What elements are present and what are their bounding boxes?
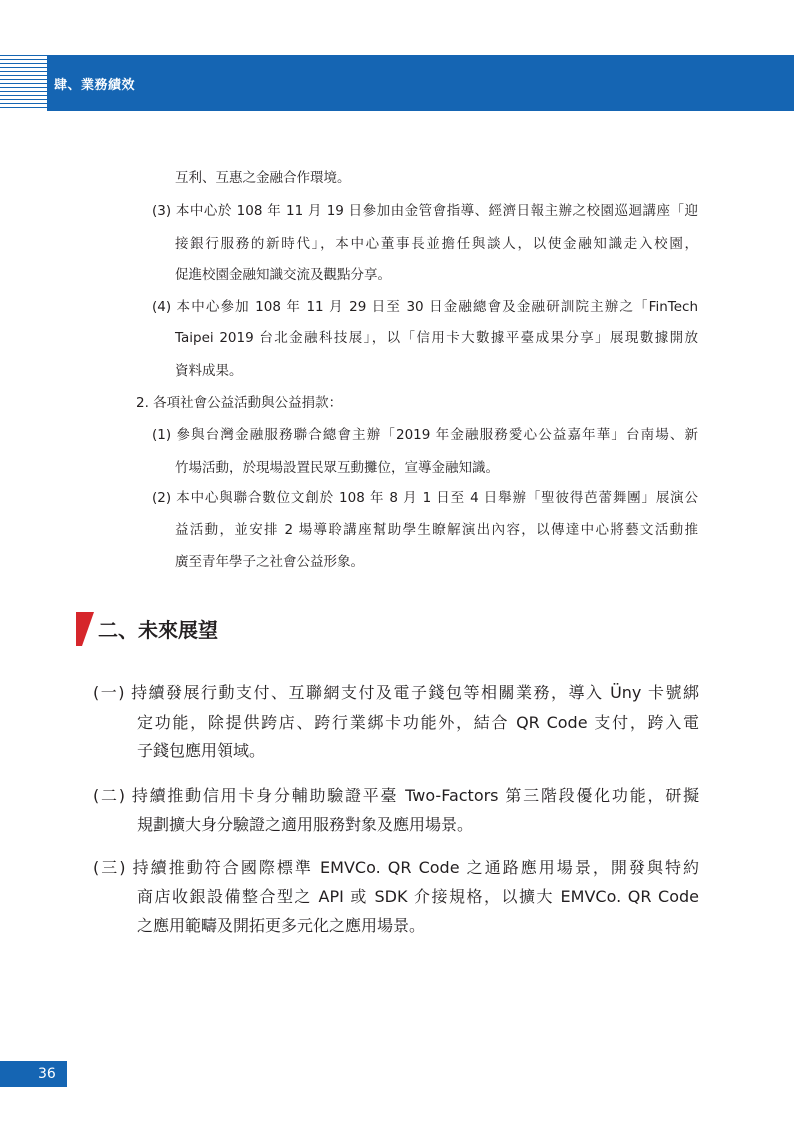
header-bar	[47, 55, 794, 111]
section-marker-icon	[76, 612, 94, 646]
future-line: (一) 持續發展行動支付、互聯網支付及電子錢包等相關業務，導入 Üny 卡號綁	[93, 683, 699, 702]
future-line: 子錢包應用領域。	[137, 741, 266, 760]
body-line: 接銀行服務的新時代」，本中心董事長並擔任與談人，以使金融知識走入校園，	[175, 236, 698, 252]
future-line: 規劃擴大身分驗證之適用服務對象及應用場景。	[137, 815, 474, 834]
page-number-tab	[0, 1061, 67, 1087]
body-line: 互利、互惠之金融合作環境。	[175, 170, 351, 186]
body-line: (1) 參與台灣金融服務聯合總會主辦「2019 年金融服務愛心公益嘉年華」台南場、新	[152, 427, 698, 443]
body-line: 竹場活動，於現場設置民眾互動攤位，宣導金融知識。	[175, 460, 499, 476]
body-line: 廣至青年學子之社會公益形象。	[175, 554, 364, 570]
body-line: 益活動，並安排 2 場導聆講座幫助學生瞭解演出內容，以傳達中心將藝文活動推	[175, 522, 698, 538]
body-line: 資料成果。	[175, 363, 243, 379]
body-line: 2. 各項社會公益活動與公益捐款：	[136, 395, 343, 411]
body-line: Taipei 2019 台北金融科技展」，以「信用卡大數據平臺成果分享」展現數據開放	[175, 330, 698, 346]
chapter-title: 肆、業務績效	[54, 78, 136, 93]
section-title: 二、未來展望	[98, 618, 218, 642]
future-line: (二) 持續推動信用卡身分輔助驗證平臺 Two-Factors 第三階段優化功能，研擬	[93, 786, 699, 805]
future-line: 商店收銀設備整合型之 API 或 SDK 介接規格，以擴大 EMVCo. QR Code	[137, 887, 699, 906]
future-line: (三) 持續推動符合國際標準 EMVCo. QR Code 之通路應用場景，開發與特約	[93, 858, 699, 877]
body-line: 促進校園金融知識交流及觀點分享。	[175, 267, 391, 283]
body-line: (4) 本中心參加 108 年 11 月 29 日至 30 日金融總會及金融研訓院主辦之「FinTech	[152, 299, 698, 315]
header-stripes	[0, 55, 47, 111]
page-number: 36	[38, 1066, 56, 1082]
body-line: (2) 本中心與聯合數位文創於 108 年 8 月 1 日至 4 日舉辦「聖彼得芭蕾舞團」展演公	[152, 490, 698, 506]
future-line: 之應用範疇及開拓更多元化之應用場景。	[137, 916, 426, 935]
future-line: 定功能，除提供跨店、跨行業綁卡功能外，結合 QR Code 支付，跨入電	[137, 713, 699, 732]
body-line: (3) 本中心於 108 年 11 月 19 日參加由金管會指導、經濟日報主辦之校園巡迴講座「迎	[152, 203, 698, 219]
